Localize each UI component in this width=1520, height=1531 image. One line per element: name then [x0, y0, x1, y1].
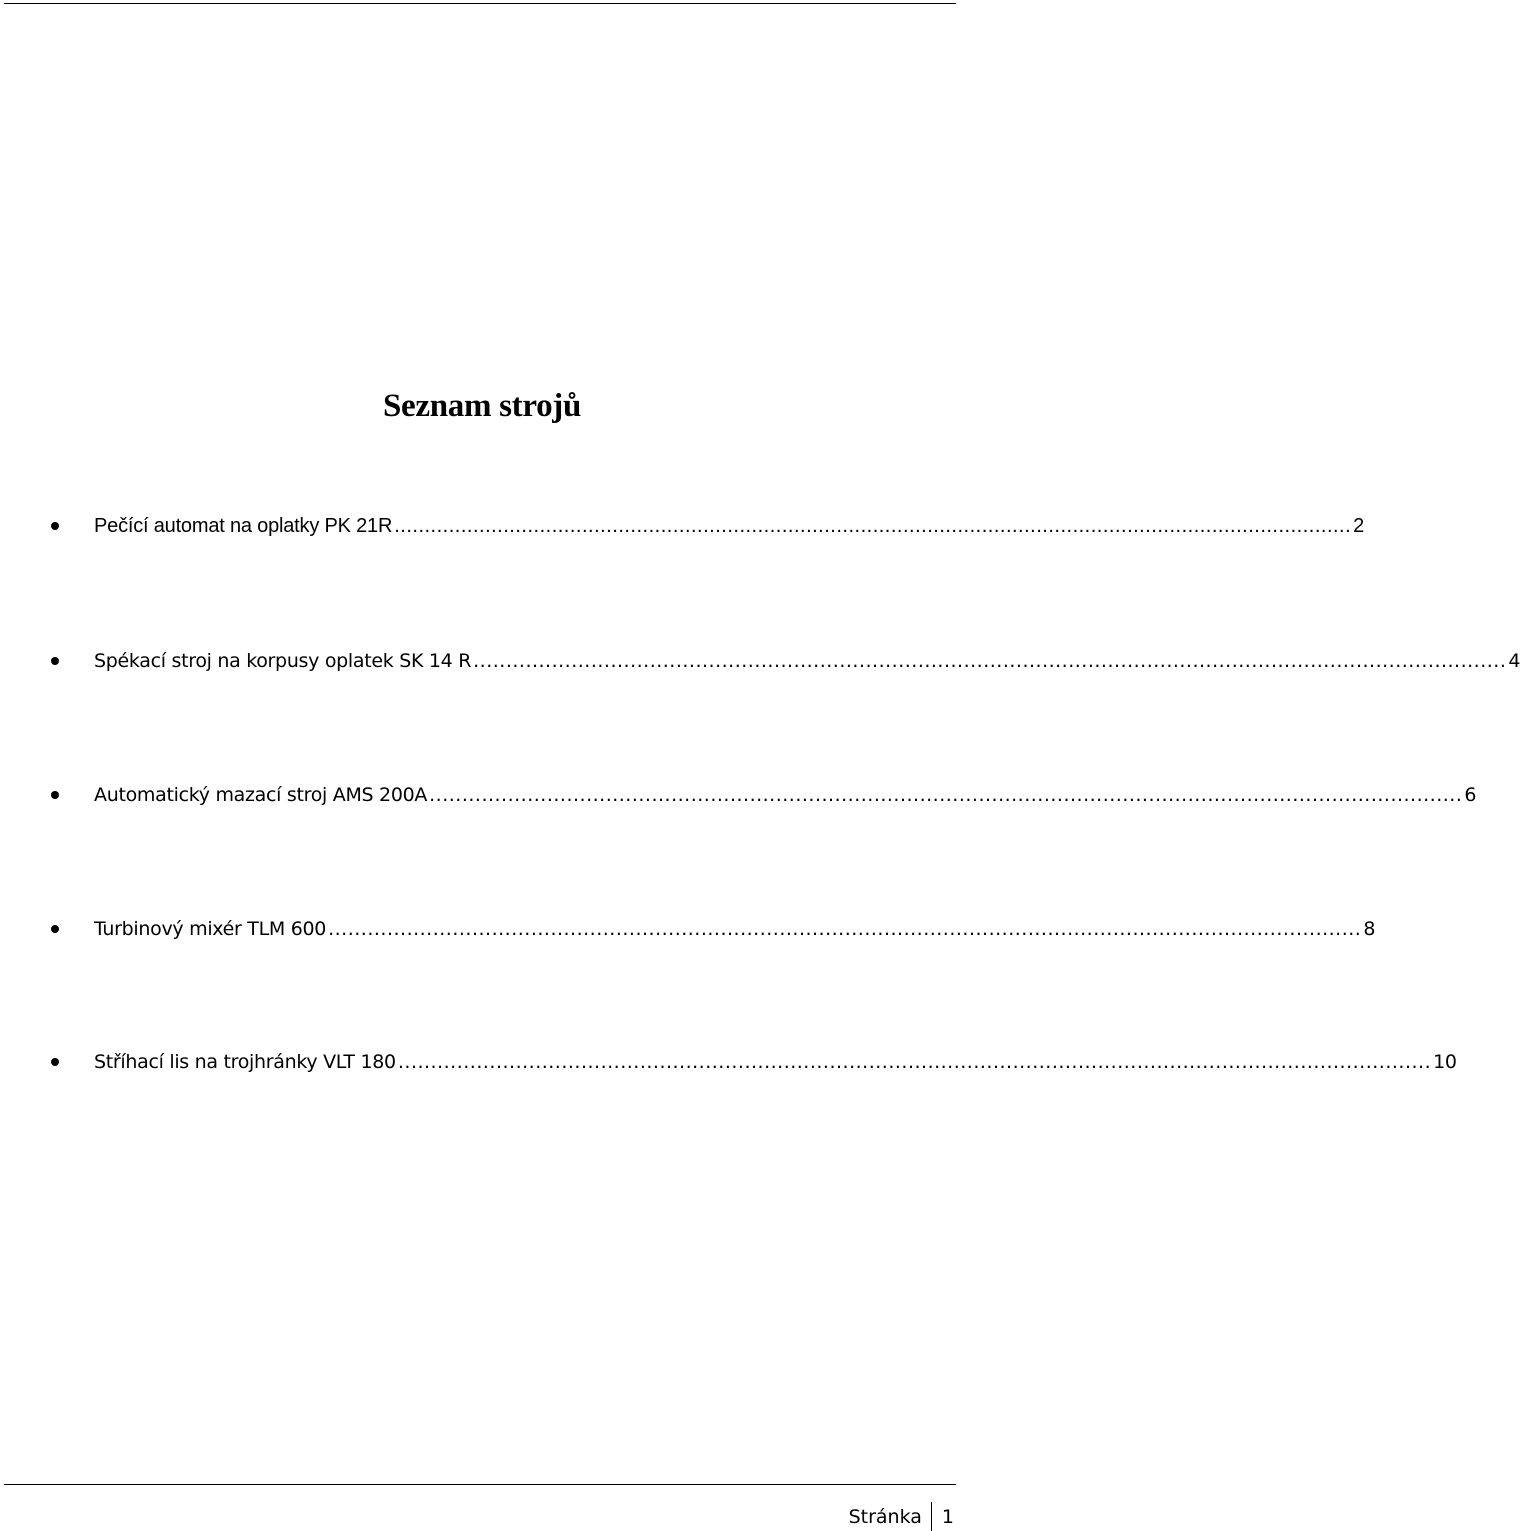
- dot-leader: ..............................................................................................................................................................: [429, 784, 1463, 806]
- footer-page-word: Stránka: [848, 1505, 922, 1528]
- page-title: Seznam strojů: [382, 388, 582, 424]
- toc-entry[interactable]: [0, 915, 1376, 945]
- dot-leader: ..............................................................................................................................................................: [328, 918, 1362, 940]
- toc-page-number[interactable]: 4: [1508, 650, 1520, 672]
- toc-page-number[interactable]: 6: [1464, 784, 1477, 806]
- toc-entry-label[interactable]: Pečící automat na oplatky PK 21R: [94, 515, 393, 537]
- bullet-icon: [51, 1058, 59, 1066]
- page-footer: [849, 1502, 960, 1531]
- toc-entry[interactable]: [0, 1048, 1457, 1078]
- toc-page-number[interactable]: 8: [1363, 918, 1376, 940]
- dot-leader: ..............................................................................................................................................................: [473, 650, 1507, 672]
- toc-page-number[interactable]: 2: [1353, 515, 1365, 537]
- toc-entry-label[interactable]: Stříhací lis na trojhránky VLT 180: [94, 1051, 396, 1073]
- dot-leader: ..............................................................................................................................................................: [397, 1051, 1432, 1073]
- toc-entry[interactable]: [0, 647, 1520, 677]
- toc-entry-label[interactable]: Spékací stroj na korpusy oplatek SK 14 R: [94, 650, 472, 672]
- toc-entry[interactable]: [0, 781, 1477, 811]
- bullet-icon: [51, 657, 59, 665]
- bullet-icon: [51, 925, 59, 933]
- toc-entry[interactable]: [0, 512, 1365, 542]
- toc-entry-label[interactable]: Turbinový mixér TLM 600: [94, 918, 327, 940]
- footer-rule: [4, 1484, 956, 1485]
- toc-page-number[interactable]: 10: [1433, 1051, 1457, 1073]
- bullet-icon: [51, 791, 59, 799]
- bullet-icon: [51, 522, 59, 530]
- toc-entry-label[interactable]: Automatický mazací stroj AMS 200A: [94, 784, 428, 806]
- header-rule: [4, 3, 956, 4]
- footer-page-number: 1: [941, 1505, 954, 1528]
- dot-leader: ..............................................................................................................................................................: [394, 515, 1352, 537]
